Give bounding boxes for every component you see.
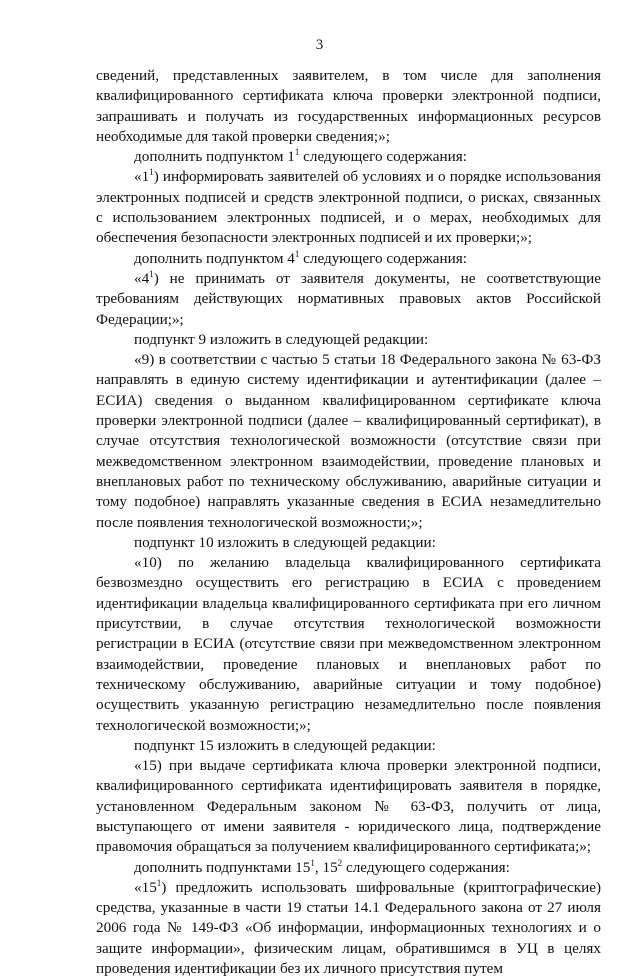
superscript: 1 bbox=[294, 248, 300, 259]
text-run: дополнить подпунктами 15 bbox=[134, 858, 311, 876]
text-run: ) предложить использовать шифровальные (криптографические) средства, указанные в части 19 статьи 14.1 Федерального закона от 27 июля 2006 года № 149-ФЗ «Об информации, информационных технологиях и о защите информации», физическим лицам, обратившимся в УЦ в целях проведения идентификации без их личного присутствия путем bbox=[96, 878, 601, 978]
text-run: «4 bbox=[134, 269, 150, 287]
text-run: «10) по желанию владельца квалифицированного сертификата безвозмездно осуществить его регистрацию в ЕСИА с проведением идентификации владельца квалифицированного сертификата при его личном присутствии, в случае отсутствия технологической возможности регистрации в ЕСИА (отсутствие связи при межведомственном электронном взаимодействии, проведение плановых и внеплановых работ по техническому обслуживанию, аварийные ситуации и тому подобное) осуществить указанную регистрацию незамедлительно после появления технологической возможности;»; bbox=[96, 554, 601, 734]
paragraph bbox=[96, 147, 601, 167]
text-run: подпункт 10 изложить в следующей редакции: bbox=[134, 533, 436, 551]
paragraph bbox=[96, 167, 601, 248]
text-run: ) не принимать от заявителя документы, не соответствующие требованиям действующих нормативных правовых актов Российской Федерации;»; bbox=[96, 269, 601, 328]
paragraph bbox=[96, 756, 601, 857]
text-run: подпункт 15 изложить в следующей редакции: bbox=[134, 736, 436, 754]
paragraph bbox=[96, 533, 601, 553]
text-run: дополнить подпунктом 4 bbox=[134, 249, 295, 267]
text-run: следующего содержания: bbox=[342, 858, 510, 876]
text-run: следующего содержания: bbox=[299, 148, 467, 166]
paragraph bbox=[96, 350, 601, 533]
superscript: 1 bbox=[294, 147, 300, 158]
paragraph bbox=[96, 858, 601, 878]
paragraph bbox=[96, 330, 601, 350]
text-run: следующего содержания: bbox=[299, 249, 467, 267]
superscript: 1 bbox=[149, 167, 154, 178]
text-run: ) информировать заявителей об условиях и о порядке использования электронных подписей и средств электронной подписи, о рисках, связанных с использованием электронных подписей, и о мерах, необходимых для обеспечения безопасности электронных подписей и их проверки;»; bbox=[96, 168, 601, 247]
superscript: 1 bbox=[310, 857, 315, 868]
text-run: дополнить подпунктом 1 bbox=[134, 148, 295, 166]
superscript: 1 bbox=[156, 877, 162, 888]
paragraph bbox=[96, 878, 601, 979]
text-run: «15) при выдаче сертификата ключа проверки электронной подписи, квалифицированного сертификата идентифицировать заявителя в порядке, установленном Федеральным законом № 63-ФЗ, получить от лица, выступающего от имени заявителя - юридического лица, подтверждение правомочия обращаться за получением квалифицированного сертификата;»; bbox=[96, 757, 601, 856]
text-run: подпункт 9 изложить в следующей редакции: bbox=[134, 330, 429, 348]
paragraph bbox=[96, 736, 601, 756]
superscript: 2 bbox=[337, 857, 343, 868]
paragraph bbox=[96, 249, 601, 269]
text-run: , 15 bbox=[314, 858, 338, 876]
superscript: 1 bbox=[149, 268, 154, 279]
text-run: «1 bbox=[134, 168, 150, 186]
paragraph bbox=[96, 269, 601, 330]
paragraph bbox=[96, 66, 601, 147]
text-run: сведений, представленных заявителем, в том числе для заполнения квалифицированного сертификата ключа проверки электронной подписи, запрашивать и получать из государственных информационных ресурсов необходимые для такой проверки сведения;»; bbox=[96, 67, 601, 145]
paragraph bbox=[96, 553, 601, 736]
text-run: «9) в соответствии с частью 5 статьи 18 Федерального закона № 63-ФЗ направлять в единую систему идентификации и аутентификации (далее – ЕСИА) сведения о выданном квалифицированном сертификате ключа проверки электронной подписи (далее – квалифицированный сертификат), в случае отсутствия технологической возможности (отсутствие связи при межведомственном электронном взаимодействии, проведение плановых и внеплановых работ по техническому обслуживанию, аварийные ситуации и тому подобное) направлять указанные сведения в ЕСИА незамедлительно после появления технологической возможности;»; bbox=[96, 351, 601, 531]
text-run: «15 bbox=[134, 878, 157, 896]
document-body bbox=[96, 66, 601, 979]
page-number: 3 bbox=[315, 37, 324, 53]
